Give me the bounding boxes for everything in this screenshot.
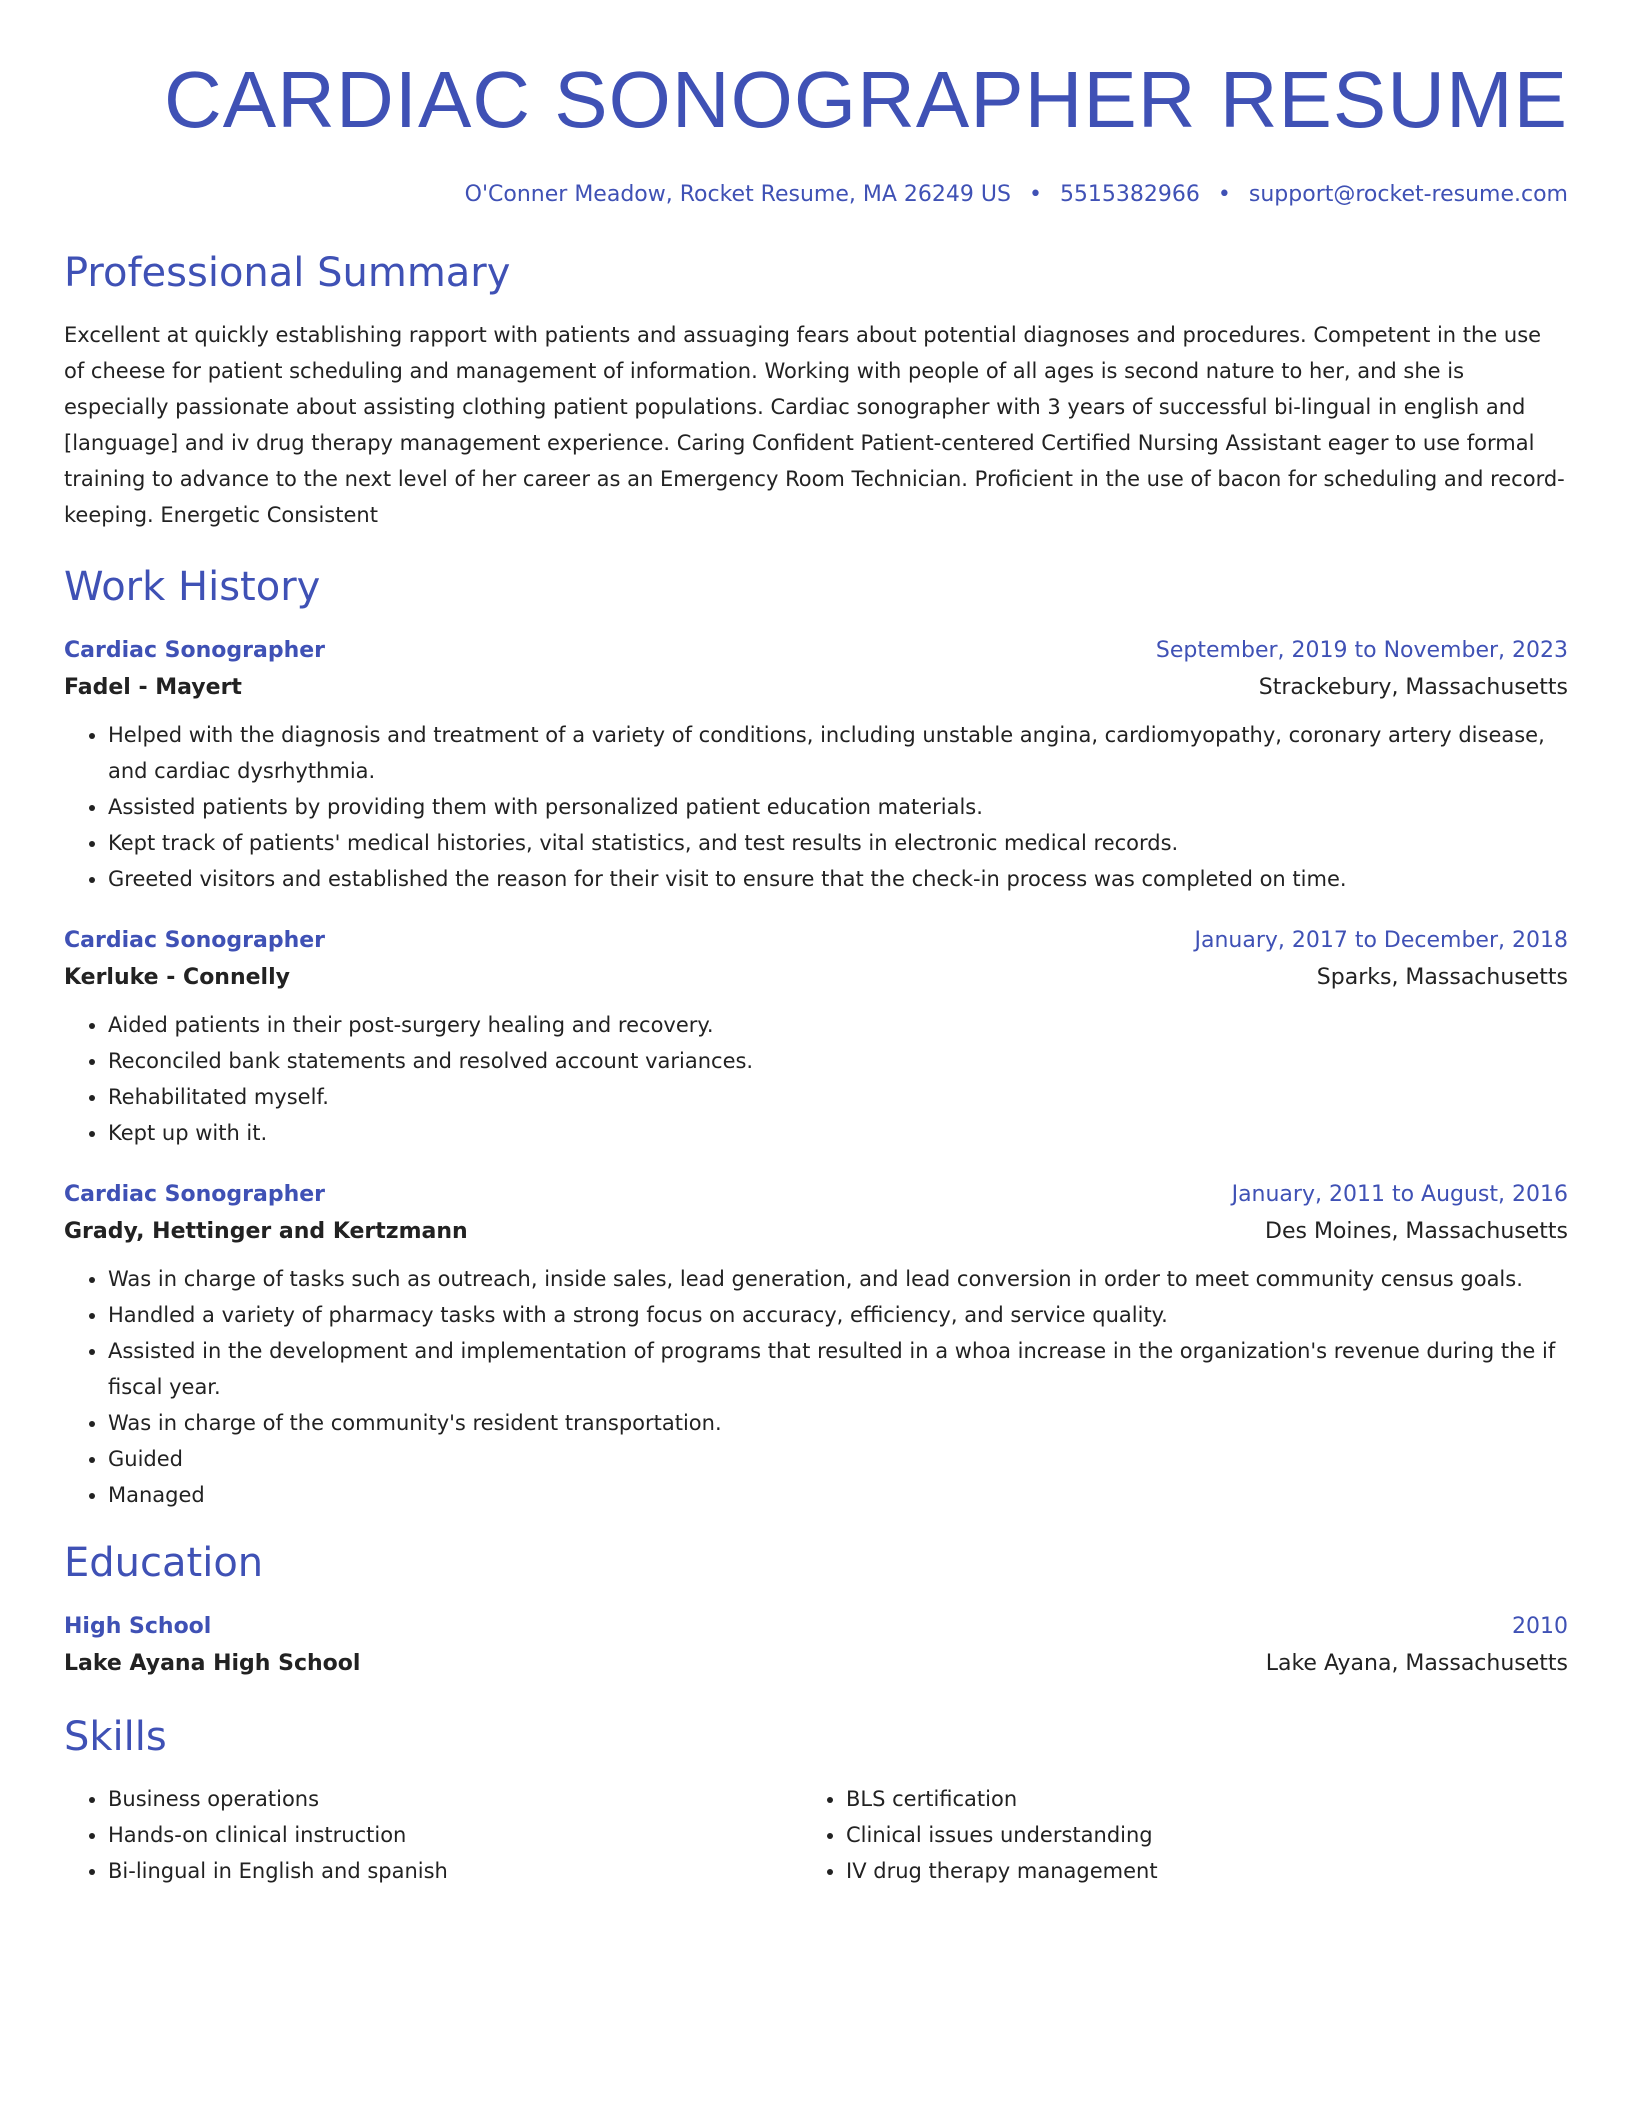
job-duty: • Kept up with it. xyxy=(108,1115,1568,1151)
job-duty: • Helped with the diagnosis and treatment of a variety of conditions, including unstable angina, cardiomyopathy, coronary artery disease, and cardiac dysrhythmia. xyxy=(108,717,1568,789)
skill-item: • BLS certification xyxy=(846,1781,1540,1817)
contact-separator: • xyxy=(1217,182,1231,207)
job-entry xyxy=(64,1177,1568,1513)
job-employer: Grady, Hettinger and Kertzmann xyxy=(64,1219,468,1244)
job-duty: • Aided patients in their post-surgery healing and recovery. xyxy=(108,1007,1568,1043)
education-entry xyxy=(64,1609,1568,1683)
job-duty: • Guided xyxy=(108,1441,1568,1477)
job-location: Strackebury, Massachusetts xyxy=(1258,675,1568,700)
job-dates: September, 2019 to November, 2023 xyxy=(1155,638,1568,663)
job-title: Cardiac Sonographer xyxy=(64,1182,326,1207)
work-history-heading: Work History xyxy=(64,564,321,610)
summary-text: Excellent at quickly establishing rapport with patients and assuaging fears about potential diagnoses and procedures. Competent in the use of cheese for patient scheduling and management of information. Working with people of all ages is second nature to her, and she is especially passionate about assisting clothing patient populations. Cardiac sonographer with 3 years of successful bi-lingual in english and [language] and iv drug therapy management experience. Caring Confident Patient-centered Certified Nursing Assistant eager to use formal training to advance to the next level of her career as an Emergency Room Technician. Proficient in the use of bacon for scheduling and record-keeping. Energetic Consistent xyxy=(64,323,1565,527)
job-duties xyxy=(64,717,1568,897)
skill-item: • Clinical issues understanding xyxy=(846,1817,1540,1853)
job-location: Des Moines, Massachusetts xyxy=(1265,1219,1568,1244)
education-heading: Education xyxy=(64,1540,264,1586)
contact-separator: • xyxy=(1028,182,1042,207)
job-duty: • Handled a variety of pharmacy tasks with a strong focus on accuracy, efficiency, and service quality. xyxy=(108,1297,1568,1333)
skills-column-right xyxy=(802,1781,1540,1889)
job-title: Cardiac Sonographer xyxy=(64,928,326,953)
education-location: Lake Ayana, Massachusetts xyxy=(1265,1651,1568,1676)
skill-item: • Business operations xyxy=(108,1781,802,1817)
job-dates: January, 2011 to August, 2016 xyxy=(1231,1182,1568,1207)
job-duty: • Was in charge of tasks such as outreach, inside sales, lead generation, and lead conversion in order to meet community census goals. xyxy=(108,1261,1568,1297)
work-history-list xyxy=(64,633,1568,1513)
job-duty: • Assisted in the development and implementation of programs that resulted in a whoa increase in the organization's revenue during the if fiscal year. xyxy=(108,1333,1568,1405)
job-duty: • Managed xyxy=(108,1477,1568,1513)
skills-heading: Skills xyxy=(64,1714,167,1760)
job-dates: January, 2017 to December, 2018 xyxy=(1194,928,1568,953)
skill-item: • IV drug therapy management xyxy=(846,1853,1540,1889)
job-duty: • Reconciled bank statements and resolved account variances. xyxy=(108,1043,1568,1079)
resume-header xyxy=(64,52,1568,207)
contact-line xyxy=(64,182,1568,207)
contact-address: O'Conner Meadow, Rocket Resume, MA 26249 US xyxy=(464,182,1011,207)
job-duty: • Was in charge of the community's resident transportation. xyxy=(108,1405,1568,1441)
contact-phone: 5515382966 xyxy=(1059,182,1200,207)
job-duty: • Kept track of patients' medical histories, vital statistics, and test results in electronic medical records. xyxy=(108,825,1568,861)
skills-column-left xyxy=(64,1781,802,1889)
resume-title: CARDIAC SONOGRAPHER RESUME xyxy=(164,55,1568,144)
job-entry xyxy=(64,633,1568,897)
skill-item: • Hands-on clinical instruction xyxy=(108,1817,802,1853)
job-duty: • Greeted visitors and established the reason for their visit to ensure that the check-in process was completed on time. xyxy=(108,861,1568,897)
job-duties xyxy=(64,1007,1568,1151)
education-degree: High School xyxy=(64,1614,212,1639)
education-year: 2010 xyxy=(1512,1614,1568,1639)
job-duty: • Assisted patients by providing them with personalized patient education materials. xyxy=(108,789,1568,825)
job-duties xyxy=(64,1261,1568,1513)
job-employer: Kerluke - Connelly xyxy=(64,965,290,990)
skill-item: • Bi-lingual in English and spanish xyxy=(108,1853,802,1889)
job-location: Sparks, Massachusetts xyxy=(1316,965,1568,990)
summary-heading: Professional Summary xyxy=(64,250,511,296)
job-employer: Fadel - Mayert xyxy=(64,675,242,700)
job-duty: • Rehabilitated myself. xyxy=(108,1079,1568,1115)
skills-grid xyxy=(64,1781,1568,1889)
contact-email: support@rocket-resume.com xyxy=(1248,182,1568,207)
job-entry xyxy=(64,923,1568,1151)
job-title: Cardiac Sonographer xyxy=(64,638,326,663)
education-school: Lake Ayana High School xyxy=(64,1651,361,1676)
